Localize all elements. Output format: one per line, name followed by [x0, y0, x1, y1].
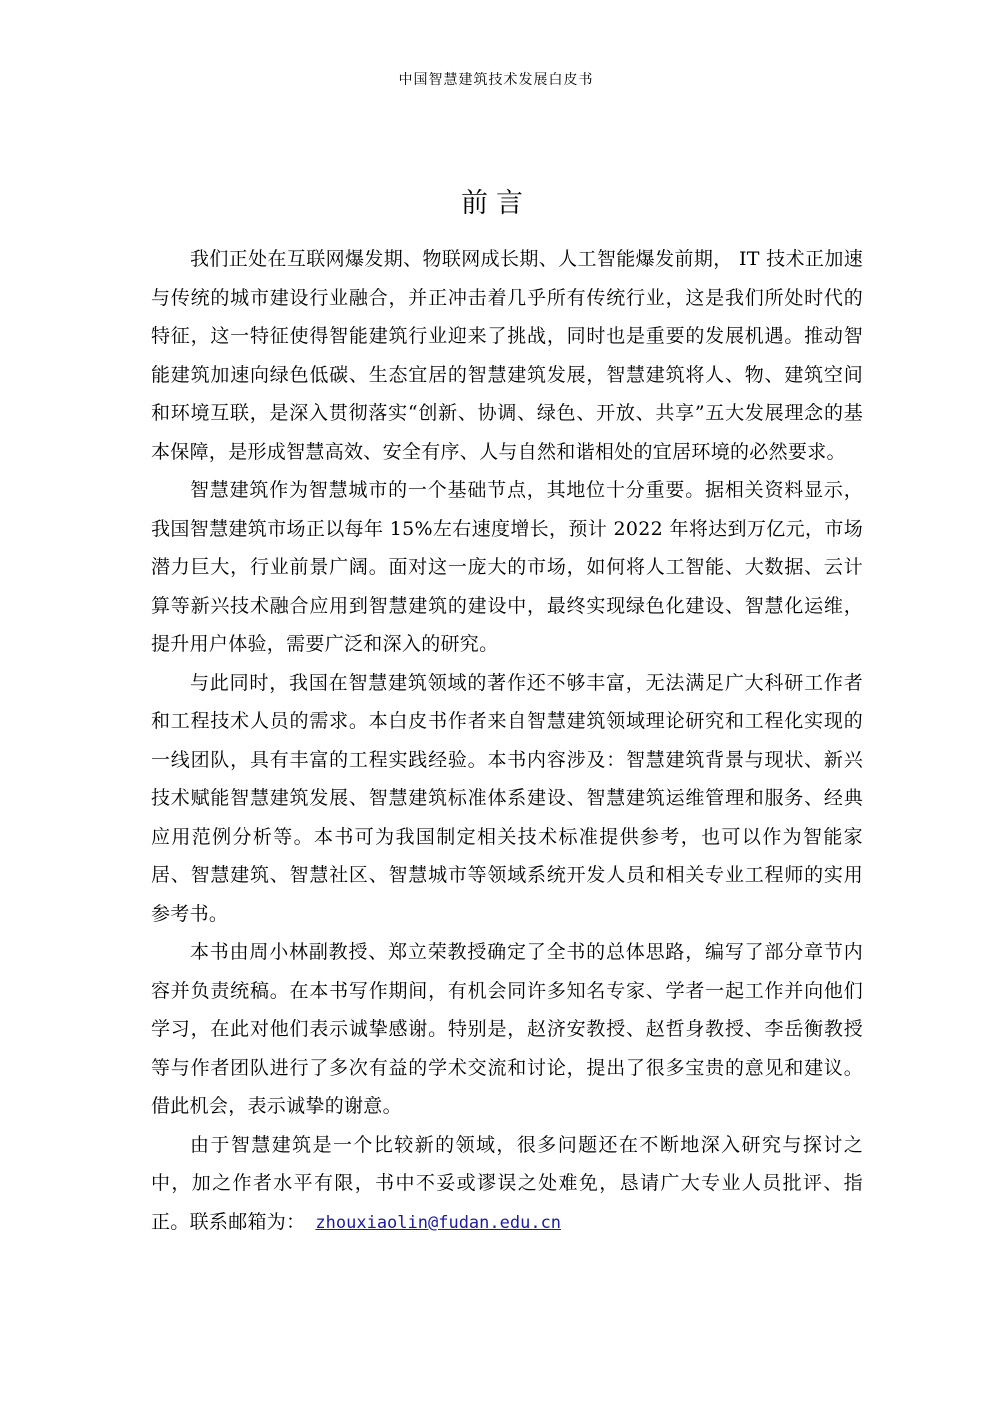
- running-header: 中国智慧建筑技术发展白皮书: [398, 72, 594, 88]
- closing-text: 由于智慧建筑是一个比较新的领域，很多问题还在不断地深入研究与探讨之中，加之作者水平有限，书中不妥或谬误之处难免，恳请广大专业人员批评、指正。联系邮箱为：: [151, 1133, 863, 1233]
- page-title: 前言: [461, 188, 531, 219]
- paragraph-book-content: 与此同时，我国在智慧建筑领域的著作还不够丰富，无法满足广大科研工作者和工程技术人员的需求。本白皮书作者来自智慧建筑领域理论研究和工程化实现的一线团队，具有丰富的工程实践经验。本书内容涉及：智慧建筑背景与现状、新兴技术赋能智慧建筑发展、智慧建筑标准体系建设、智慧建筑运维管理和服务、经典应用范例分析等。本书可为我国制定相关技术标准提供参考，也可以作为智能家居、智慧建筑、智慧社区、智慧城市等领域系统开发人员和相关专业工程师的实用参考书。: [151, 671, 863, 925]
- paragraph-market: 智慧建筑作为智慧城市的一个基础节点，其地位十分重要。据相关资料显示，我国智慧建筑市场正以每年 15%左右速度增长，预计 2022 年将达到万亿元，市场潜力巨大，行业前景广阔。面对这一庞大的市场，如何将人工智能、大数据、云计算等新兴技术融合应用到智慧建筑的建设中，最终实现绿色化建设、智慧化运维，提升用户体验，需要广泛和深入的研究。: [151, 479, 863, 655]
- preface-body: [151, 240, 863, 1242]
- paragraph-closing: [151, 1126, 863, 1243]
- contact-email-link[interactable]: zhouxiaolin@fudan.edu.cn: [315, 1212, 562, 1233]
- paragraph-acknowledgements: 本书由周小林副教授、郑立荣教授确定了全书的总体思路，编写了部分章节内容并负责统稿。在本书写作期间，有机会同许多知名专家、学者一起工作并向他们学习，在此对他们表示诚挚感谢。特别是，赵济安教授、赵哲身教授、李岳衡教授等与作者团队进行了多次有益的学术交流和讨论，提出了很多宝贵的意见和建议。借此机会，表示诚挚的谢意。: [151, 941, 863, 1117]
- paragraph-context: 我们正处在互联网爆发期、物联网成长期、人工智能爆发前期， IT 技术正加速与传统的城市建设行业融合，并正冲击着几乎所有传统行业，这是我们所处时代的特征，这一特征使得智能建筑行业迎来了挑战，同时也是重要的发展机遇。推动智能建筑加速向绿色低碳、生态宜居的智慧建筑发展，智慧建筑将人、物、建筑空间和环境互联，是深入贯彻落实“创新、协调、绿色、开放、共享”五大发展理念的基本保障，是形成智慧高效、安全有序、人与自然和谐相处的宜居环境的必然要求。: [151, 248, 863, 463]
